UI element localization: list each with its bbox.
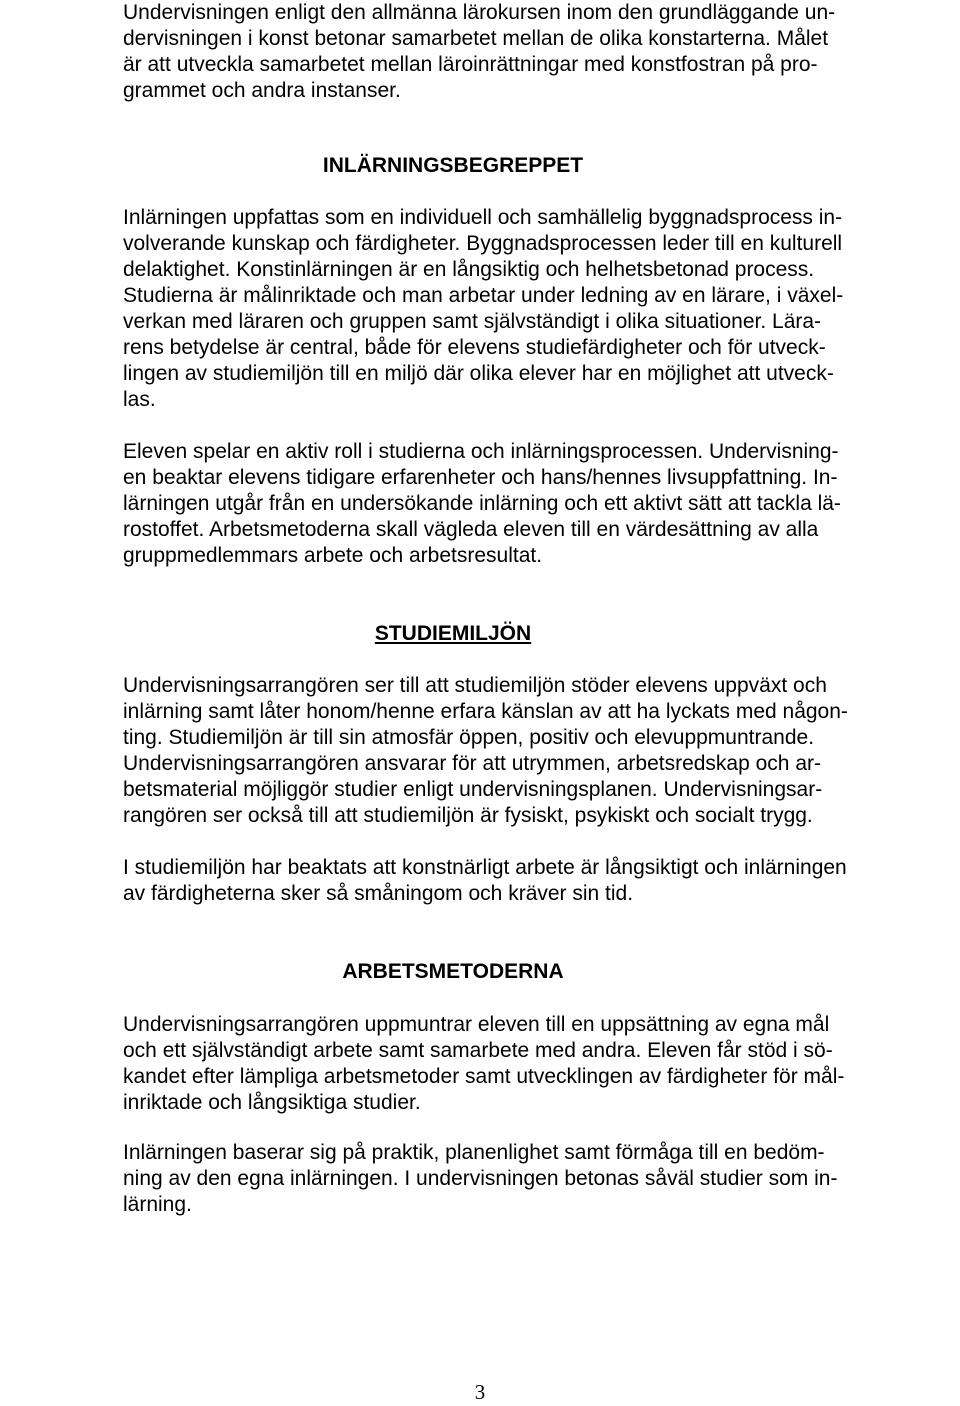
text-line: dervisningen i konst betonar samarbetet mellan de olika konstarterna. Målet [123, 27, 829, 50]
text-line: inlärning samt låter honom/henne erfara känslan av att ha lyckats med någon- [123, 700, 848, 723]
text-line: I studiemiljön har beaktats att konstnärligt arbete är långsiktigt och inlärningen [123, 856, 847, 879]
section-heading-text: ARBETSMETODERNA [342, 960, 564, 983]
text-line: verkan med läraren och gruppen samt självständigt i olika situationer. Lära- [123, 310, 822, 333]
text-line: ning av den egna inlärningen. I undervisningen betonas såväl studier som in- [123, 1167, 838, 1190]
text-line: betsmaterial möjliggör studier enligt undervisningsplanen. Undervisningsar- [123, 778, 823, 801]
text-line: rostoffet. Arbetsmetoderna skall vägleda eleven till en värdesättning av alla [123, 518, 819, 541]
section-heading-studiemiljon [123, 621, 783, 647]
section-heading-arbetsmetoderna [123, 959, 783, 985]
text-line: Undervisningsarrangören ser till att studiemiljön stöder elevens uppväxt och [123, 674, 827, 697]
text-line: Eleven spelar en aktiv roll i studierna och inlärningsprocessen. Undervisning- [123, 440, 839, 463]
text-line: ting. Studiemiljön är till sin atmosfär öppen, positiv och elevuppmuntrande. [123, 726, 815, 749]
text-line: rens betydelse är central, både för elevens studiefärdigheter och för utveck- [123, 336, 826, 359]
text-line: Undervisningen enligt den allmänna lärokursen inom den grundläggande un- [123, 1, 836, 24]
text-line: kandet efter lämpliga arbetsmetoder samt utvecklingen av färdigheter för mål- [123, 1065, 845, 1088]
text-line: och ett självständigt arbete samt samarbete med andra. Eleven får stöd i sö- [123, 1039, 833, 1062]
section-heading-text: INLÄRNINGSBEGREPPET [322, 154, 584, 177]
text-line: lärningen utgår från en undersökande inlärning och ett aktivt sätt att tackla lä- [123, 492, 841, 515]
text-line: Undervisningsarrangören uppmuntrar eleven till en uppsättning av egna mål [123, 1013, 830, 1036]
text-line: lärning. [123, 1193, 192, 1216]
text-line: Studierna är målinriktade och man arbetar under ledning av en lärare, i växel- [123, 284, 844, 307]
text-line: volverande kunskap och färdigheter. Byggnadsprocessen leder till en kulturell [123, 232, 843, 255]
text-line: rangören ser också till att studiemiljön är fysiskt, psykiskt och socialt trygg. [123, 804, 813, 827]
page-number: 3 [474, 1380, 486, 1404]
text-line: av färdigheterna sker så småningom och kräver sin tid. [123, 882, 634, 905]
text-line: las. [123, 388, 156, 411]
text-line: Inlärningen baserar sig på praktik, planenlighet samt förmåga till en bedöm- [123, 1141, 825, 1164]
text-line: är att utveckla samarbetet mellan läroinrättningar med konstfostran på pro- [123, 53, 818, 76]
text-line: inriktade och långsiktiga studier. [123, 1091, 421, 1114]
text-line: Inlärningen uppfattas som en individuell och samhällelig byggnadsprocess in- [123, 206, 843, 229]
text-line: Undervisningsarrangören ansvarar för att utrymmen, arbetsredskap och ar- [123, 752, 821, 775]
text-line: delaktighet. Konstinlärningen är en långsiktig och helhetsbetonad process. [123, 258, 815, 281]
text-line: gruppmedlemmars arbete och arbetsresultat. [123, 544, 543, 567]
section-heading-text: STUDIEMILJÖN [374, 622, 532, 645]
text-line: en beaktar elevens tidigare erfarenheter och hans/hennes livsuppfattning. In- [123, 466, 838, 489]
text-line: lingen av studiemiljön till en miljö där olika elever har en möjlighet att utveck- [123, 362, 834, 385]
text-line: grammet och andra instanser. [123, 79, 401, 102]
section-heading-inlarningsbegreppet [123, 153, 783, 179]
